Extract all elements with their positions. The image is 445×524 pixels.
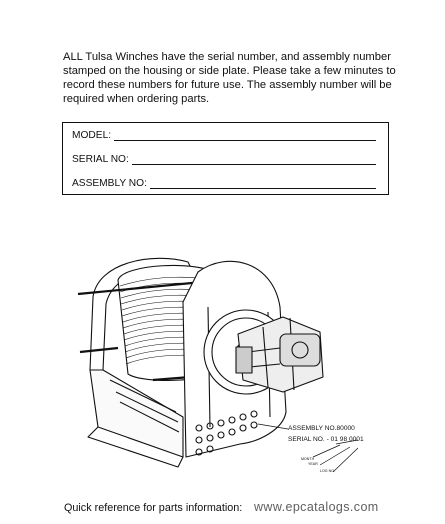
assembly-blank-line [150,177,376,189]
record-numbers-box [62,122,389,195]
serial-label: SERIAL NO: [72,154,129,165]
winch-drawing [58,252,383,482]
model-field [72,129,376,141]
serial-number-callout: SERIAL NO. - 01 98 0001 [288,436,364,443]
base-frame [90,370,183,457]
assembly-label: ASSEMBLY NO: [72,178,147,189]
model-blank-line [114,129,376,141]
log-number-label: LOG NO. [320,469,335,473]
serial-field [72,153,376,165]
year-label: YEAR [308,462,318,466]
assembly-field [72,177,376,189]
quick-reference-heading: Quick reference for parts information: [64,502,243,514]
serial-blank-line [132,153,376,165]
model-label: MODEL: [72,130,112,141]
assembly-number-callout: ASSEMBLY NO.80000 [288,425,355,432]
month-label: MONTH [301,457,315,461]
watermark-link[interactable]: www.epcatalogs.com [254,500,379,514]
intro-paragraph: ALL Tulsa Winches have the serial number, and assembly number stamped on the housing or side plate. Please take a few minutes to record these numbers for future use. The assembly number will be required when ordering parts. [63,51,396,105]
